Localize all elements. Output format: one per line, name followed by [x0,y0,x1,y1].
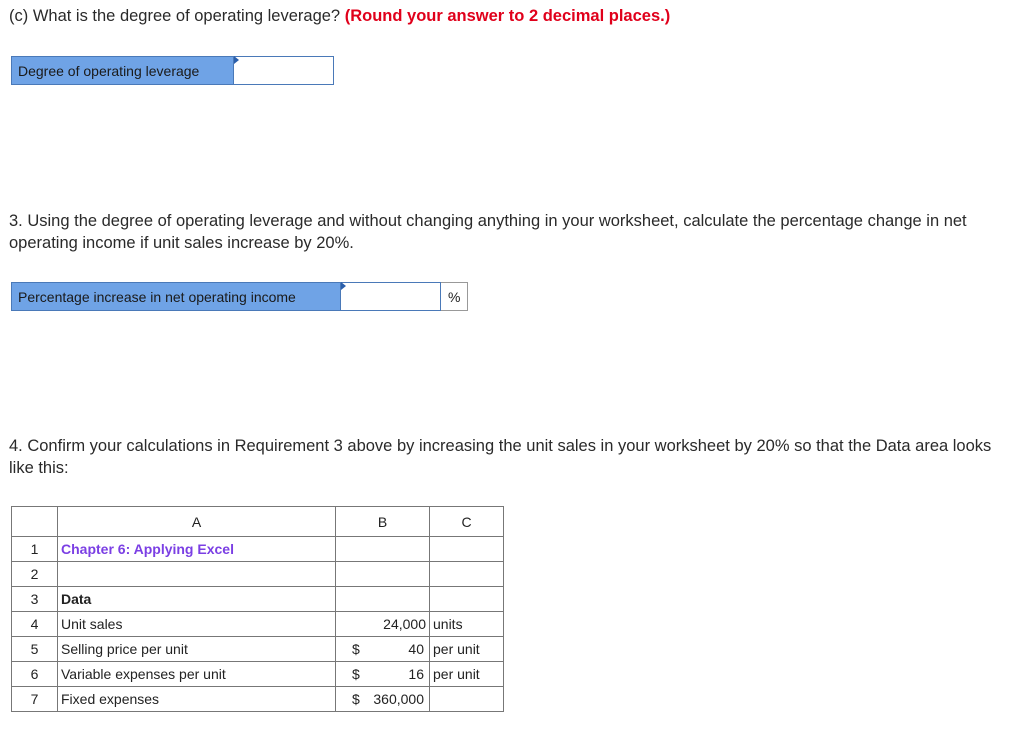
cell-c2 [430,562,504,587]
unit-sales-unit: units [430,612,504,637]
dol-label: Degree of operating leverage [11,56,234,85]
row-number: 1 [12,537,58,562]
question-c [9,5,670,27]
row-number: 2 [12,562,58,587]
cell-b1 [336,537,430,562]
variable-expenses-unit: per unit [430,662,504,687]
currency-symbol: $ [352,666,360,682]
cell-a2 [58,562,336,587]
cell-c1 [430,537,504,562]
data-area-table [11,506,504,712]
selling-price-unit: per unit [430,637,504,662]
fixed-expenses-value: 360,000 [373,691,424,707]
dol-input-wrap [234,56,334,85]
row-number: 7 [12,687,58,712]
question-4-text: 4. Confirm your calculations in Requirement 3 above by increasing the unit sales in your worksheet by 20% so that the Data area looks like this: [9,437,992,477]
sheet-title-cell: Chapter 6: Applying Excel [58,537,336,562]
cell-c3 [430,587,504,612]
fixed-expenses-cell [336,687,430,712]
dol-answer-row [11,56,334,85]
corner-cell [12,507,58,537]
cell-c7 [430,687,504,712]
selling-price-value: 40 [408,641,424,657]
pct-label: Percentage increase in net operating income [11,282,341,311]
row-number: 3 [12,587,58,612]
table-row [12,587,504,612]
variable-expenses-value: 16 [408,666,424,682]
column-header-row [12,507,504,537]
selling-price-label: Selling price per unit [58,637,336,662]
unit-sales-label: Unit sales [58,612,336,637]
pct-input[interactable] [341,282,441,311]
data-heading-cell: Data [58,587,336,612]
row-number: 5 [12,637,58,662]
column-header-c: C [430,507,504,537]
row-number: 4 [12,612,58,637]
dol-input[interactable] [234,56,334,85]
table-row [12,562,504,587]
currency-symbol: $ [352,691,360,707]
selling-price-cell [336,637,430,662]
rounding-note: (Round your answer to 2 decimal places.) [344,7,671,25]
cell-b3 [336,587,430,612]
table-row [12,537,504,562]
fixed-expenses-label: Fixed expenses [58,687,336,712]
pct-input-wrap [341,282,441,311]
variable-expenses-cell [336,662,430,687]
column-header-a: A [58,507,336,537]
table-row [12,612,504,637]
unit-sales-value: 24,000 [336,612,430,637]
question-3-text: 3. Using the degree of operating leverage and without changing anything in your worksheet, calculate the percentage change in net operating income if unit sales increase by 20%. [9,212,967,252]
table-row [12,662,504,687]
cell-b2 [336,562,430,587]
table-row [12,687,504,712]
pct-answer-row [11,282,468,311]
percent-unit: % [441,282,468,311]
row-number: 6 [12,662,58,687]
table-row [12,637,504,662]
variable-expenses-label: Variable expenses per unit [58,662,336,687]
currency-symbol: $ [352,641,360,657]
question-c-text: (c) What is the degree of operating leverage? [9,7,341,25]
column-header-b: B [336,507,430,537]
